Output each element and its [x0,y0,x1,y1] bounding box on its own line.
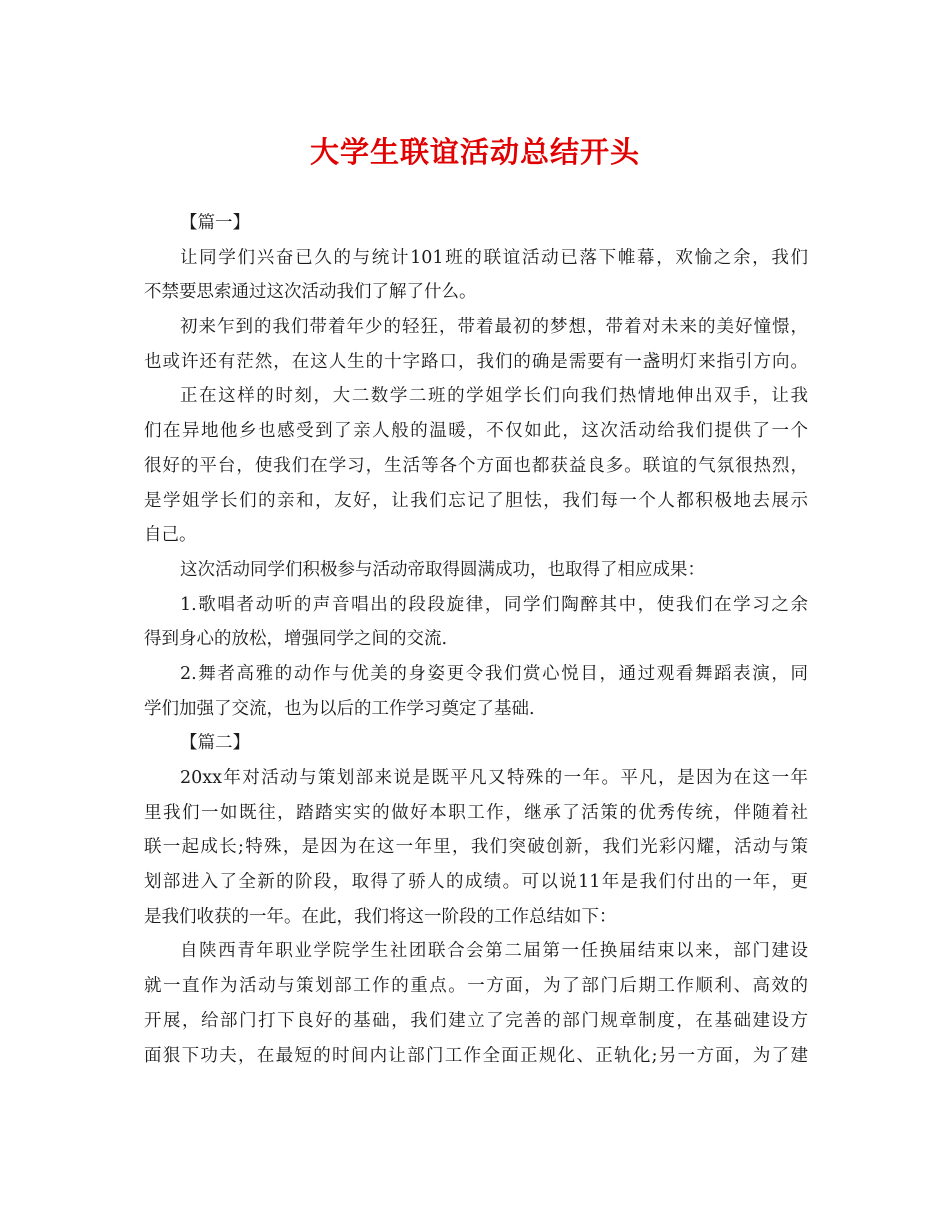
text-line: 里我们一如既往，踏踏实实的做好本职工作，继承了活策的优秀传统，伴随着社 [144,802,808,823]
text-line: 面狠下功夫，在最短的时间内让部门工作全面正规化、正轨化;另一方面，为了建 [144,1045,808,1066]
text-line: 不禁要思索通过这次活动我们了解了什么。 [144,282,477,303]
text-line: 让同学们兴奋已久的与统计101班的联谊活动已落下帷幕，欢愉之余，我们 [180,247,808,268]
text-line: 1.歌唱者动听的声音唱出的段段旋律，同学们陶醉其中，使我们在学习之余 [180,594,808,615]
text-line: 学们加强了交流，也为以后的工作学习奠定了基础. [144,698,535,719]
text-line: 自陕西青年职业学院学生社团联合会第二届第一任换届结束以来，部门建设 [180,941,808,962]
text-line: 自己。 [144,525,197,546]
text-line: 是学姐学长们的亲和，友好，让我们忘记了胆怯，我们每一个人都积极地去展示 [144,490,808,511]
text-line: 联一起成长;特殊，是因为在这一年里，我们突破创新，我们光彩闪耀，活动与策 [144,837,808,858]
text-line: 【篇一】 [180,213,250,233]
document-body [144,206,808,1073]
text-line: 很好的平台，使我们在学习，生活等各个方面也都获益良多。联谊的气氛很热烈， [144,455,808,476]
text-line: 划部进入了全新的阶段，取得了骄人的成绩。可以说11年是我们付出的一年，更 [144,872,808,893]
text-line: 也或许还有茫然，在这人生的十字路口，我们的确是需要有一盏明灯来指引方向。 [144,351,808,372]
text-line: 开展，给部门打下良好的基础，我们建立了完善的部门规章制度，在基础建设方 [144,1010,808,1031]
text-line: 2.舞者高雅的动作与优美的身姿更令我们赏心悦目，通过观看舞蹈表演，同 [180,663,808,684]
document-title: 大学生联谊活动总结开头 [309,135,640,169]
text-line: 20xx年对活动与策划部来说是既平凡又特殊的一年。平凡，是因为在这一年 [180,768,808,788]
text-line: 是我们收获的一年。在此，我们将这一阶段的工作总结如下： [144,906,617,927]
text-line: 们在异地他乡也感受到了亲人般的温暖，不仅如此，这次活动给我们提供了一个 [144,421,808,442]
text-line: 初来乍到的我们带着年少的轻狂，带着最初的梦想，带着对未来的美好憧憬， [180,317,808,338]
text-line: 得到身心的放松，增强同学之间的交流. [144,629,448,650]
text-line: 这次活动同学们积极参与活动帝取得圆满成功，也取得了相应成果： [180,559,705,580]
text-line: 正在这样的时刻，大二数学二班的学姐学长们向我们热情地伸出双手，让我 [180,386,808,407]
text-line: 【篇二】 [180,733,250,754]
text-line: 就一直作为活动与策划部工作的重点。一方面，为了部门后期工作顺利、高效的 [144,976,808,997]
